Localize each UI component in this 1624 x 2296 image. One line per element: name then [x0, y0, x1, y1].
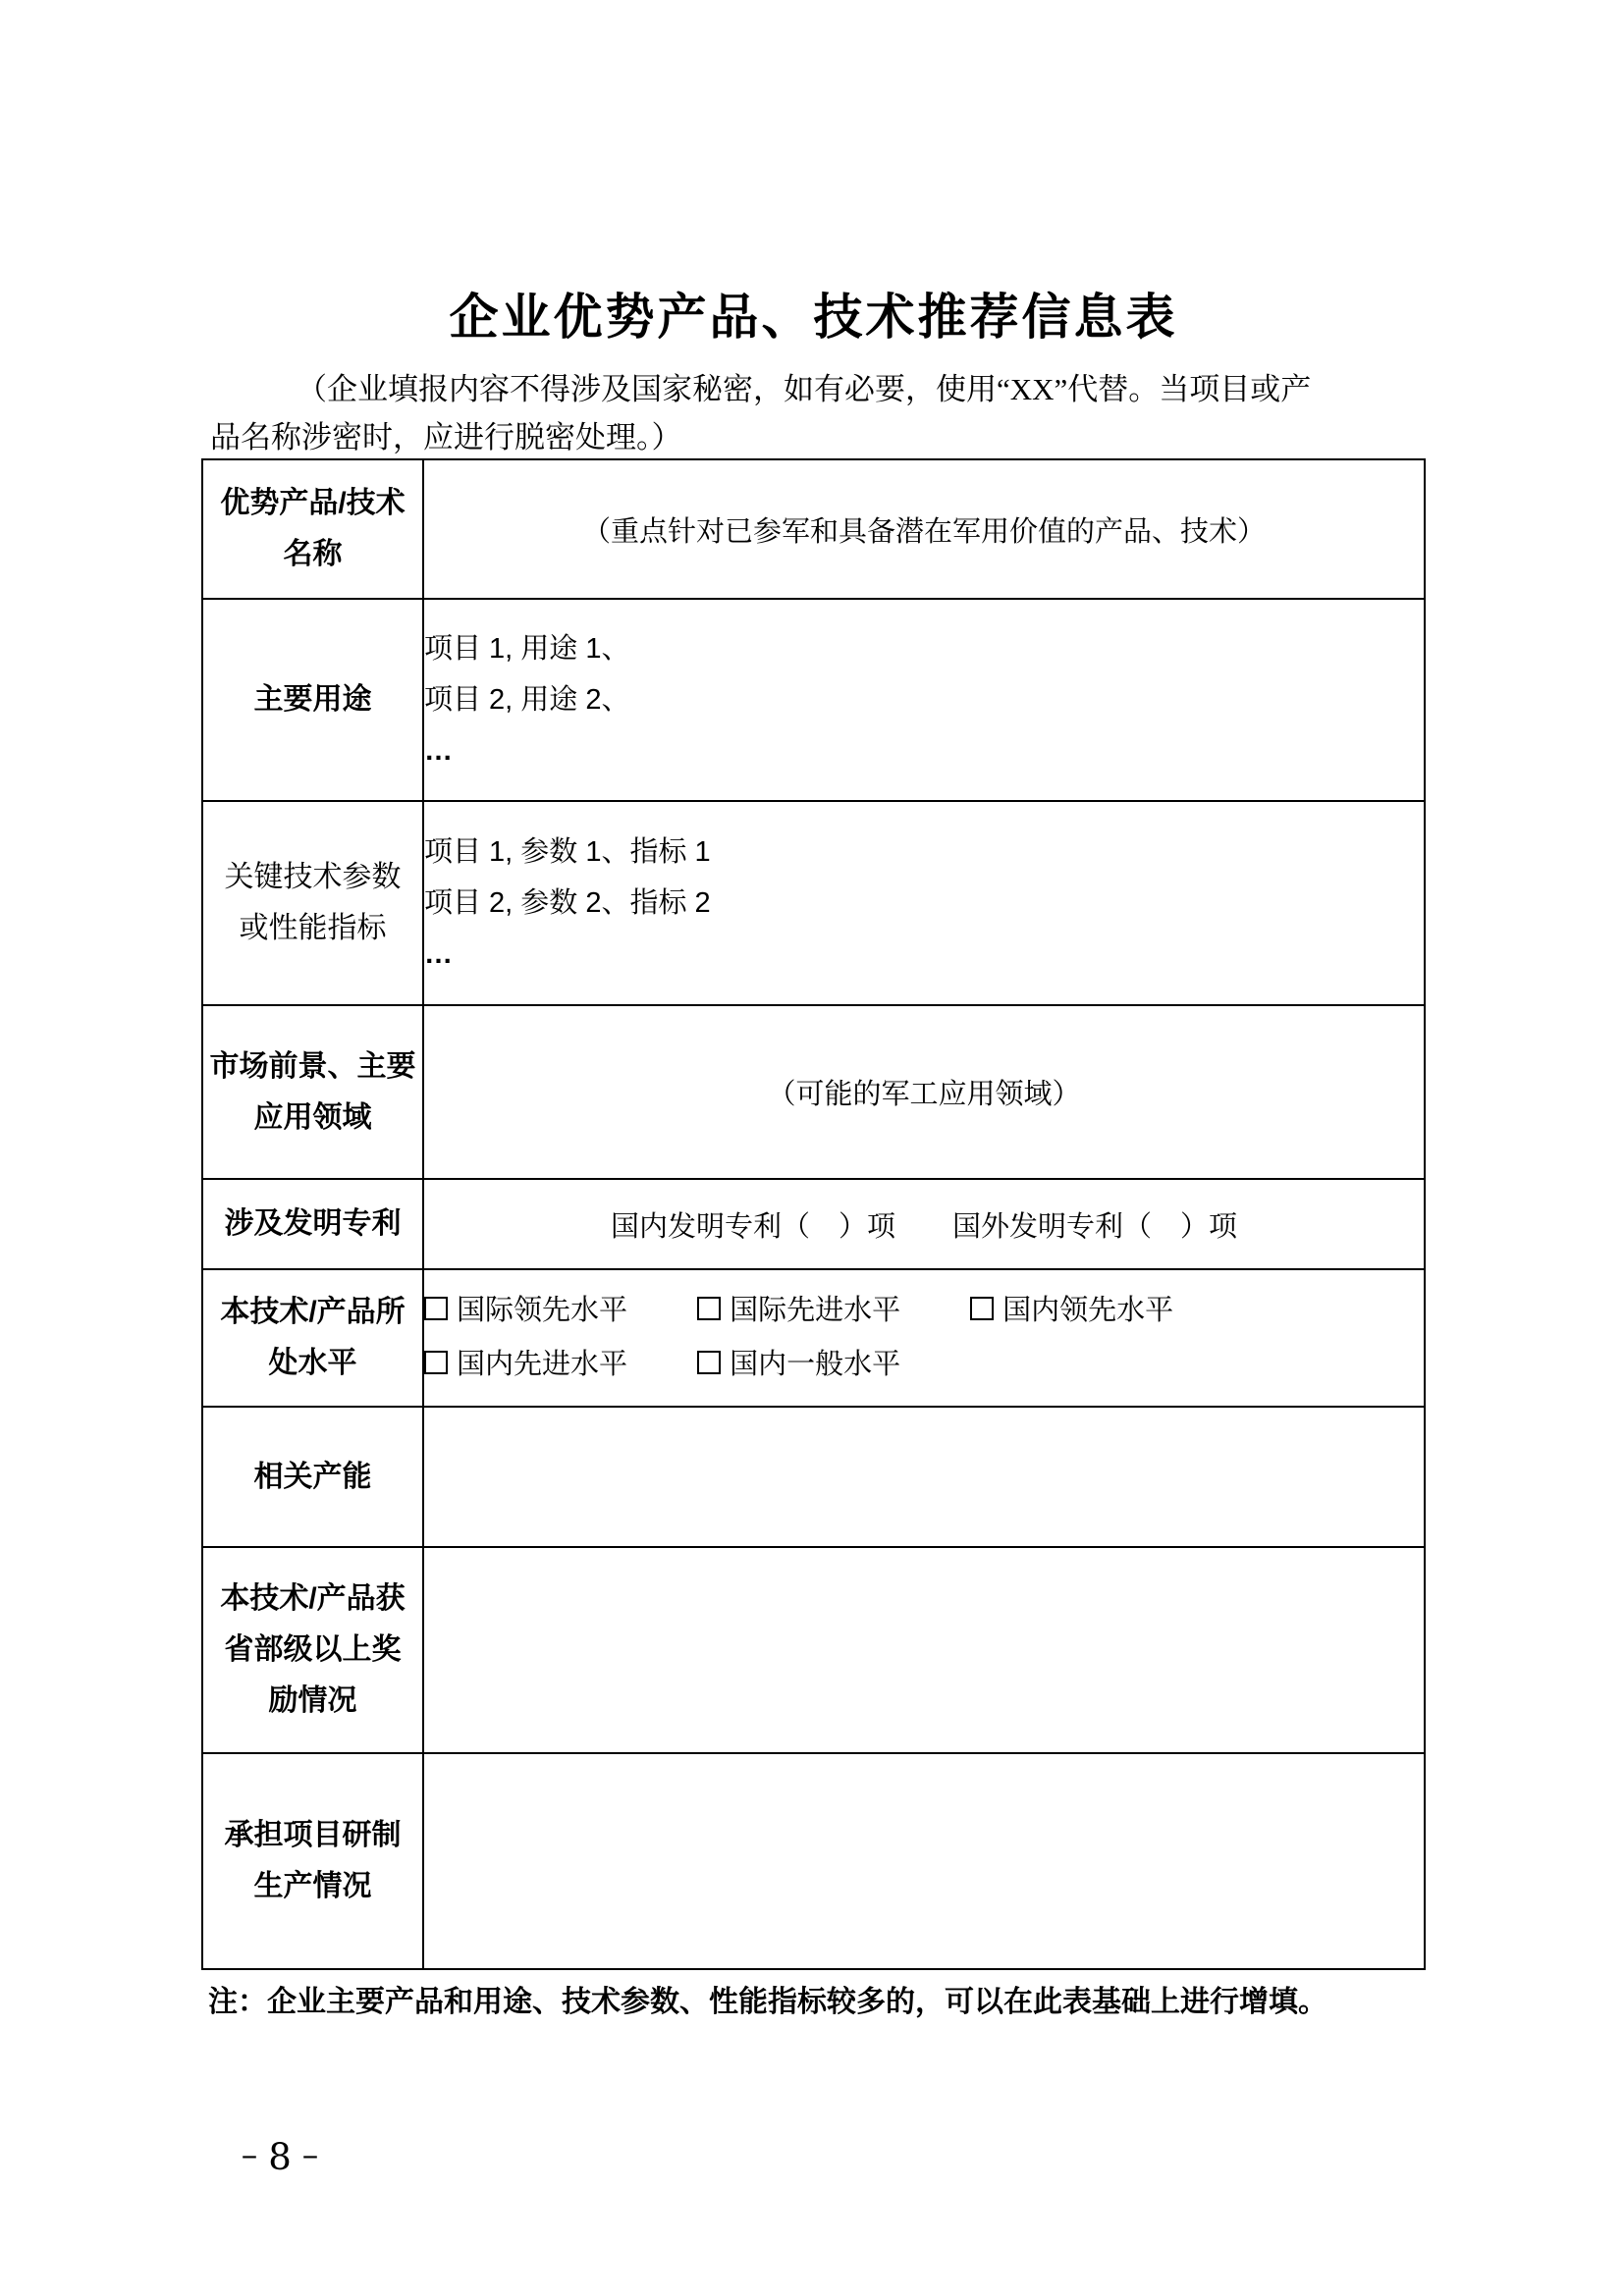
- cell-market-prospects: [423, 1005, 1425, 1179]
- cell-text-line: …: [424, 938, 455, 970]
- table-row: [202, 599, 1425, 801]
- label-line: 励情况: [268, 1684, 357, 1717]
- checkbox-option-domestic-advanced[interactable]: [424, 1338, 689, 1392]
- cell-product-tech-name: [423, 459, 1425, 599]
- cell-text-line: 项目 2, 参数 2、指标 2: [424, 887, 711, 919]
- cell-text-line: 项目 1, 参数 1、指标 1: [424, 836, 711, 868]
- label-line: 本技术/产品获: [220, 1582, 406, 1615]
- label-line: 生产情况: [253, 1870, 372, 1902]
- table-row: [202, 1407, 1425, 1547]
- checkbox-row: [424, 1284, 1424, 1338]
- checkbox-option-domestic-general[interactable]: [697, 1338, 900, 1392]
- checkbox-label: 国内先进水平: [457, 1349, 628, 1380]
- label-line: 名称: [283, 538, 343, 570]
- page-number: [196, 2136, 363, 2178]
- cell-hint-text: （重点针对已参军和具备潜在军用价值的产品、技术）: [581, 515, 1266, 548]
- checkbox-label: 国际先进水平: [730, 1295, 901, 1326]
- cell-tech-level: [423, 1269, 1425, 1407]
- label-line: 市场前景、主要: [209, 1049, 416, 1083]
- checkbox-option-intl-advanced[interactable]: [697, 1284, 962, 1338]
- cell-undertaken-projects: [423, 1753, 1425, 1969]
- page-number-value: 8: [268, 2136, 292, 2178]
- checkbox-option-intl-leading[interactable]: [424, 1284, 689, 1338]
- checkbox-row: [424, 1338, 1424, 1392]
- cell-main-uses: [423, 599, 1425, 801]
- checkbox-label: 国内领先水平: [1002, 1295, 1174, 1326]
- label-line: 应用领域: [253, 1100, 372, 1134]
- label-line: 优势产品/技术: [220, 487, 406, 519]
- checkbox-icon[interactable]: [424, 1351, 448, 1374]
- label-line: 主要用途: [253, 683, 372, 716]
- label-line: 关键技术参数: [224, 861, 402, 893]
- table-row: [202, 1547, 1425, 1753]
- table-row: [202, 1005, 1425, 1179]
- label-line: 省部级以上奖: [224, 1633, 402, 1666]
- label-line: 本技术/产品所: [220, 1296, 406, 1328]
- checkbox-label: 国内一般水平: [730, 1349, 901, 1380]
- table-row: [202, 1753, 1425, 1969]
- label-line: 处水平: [268, 1347, 357, 1379]
- label-line: 或性能指标: [239, 912, 387, 944]
- label-undertaken-projects: [202, 1753, 423, 1969]
- checkbox-label: 国际领先水平: [457, 1295, 628, 1326]
- cell-text-line: 项目 1, 用途 1、: [424, 633, 630, 665]
- table-row: [202, 459, 1425, 599]
- cell-production-capacity: [423, 1407, 1425, 1547]
- label-line: 涉及发明专利: [224, 1207, 402, 1240]
- footnote: 注：企业主要产品和用途、技术参数、性能指标较多的，可以在此表基础上进行增填。: [208, 1986, 1327, 2018]
- notice-line-2: 品名称涉密时，应进行脱密处理。）: [210, 420, 682, 454]
- checkbox-icon[interactable]: [970, 1297, 994, 1320]
- recommendation-form-table: [201, 458, 1426, 1970]
- table-row: [202, 1179, 1425, 1269]
- label-market-prospects: [202, 1005, 423, 1179]
- patent-count-text: 国内发明专利（ ）项 国外发明专利（ ）项: [610, 1210, 1237, 1243]
- cell-hint-text: （可能的军工应用领域）: [767, 1079, 1081, 1110]
- label-awards: [202, 1547, 423, 1753]
- label-key-parameters: [202, 801, 423, 1005]
- page-number-dash-left: –: [241, 2135, 258, 2173]
- label-line: 承担项目研制: [224, 1819, 402, 1851]
- cell-invention-patents: [423, 1179, 1425, 1269]
- checkbox-icon[interactable]: [697, 1351, 721, 1374]
- notice-line-1: （企业填报内容不得涉及国家秘密，如有必要，使用“XX”代替。当项目或产: [297, 372, 1312, 406]
- label-product-tech-name: [202, 459, 423, 599]
- cell-text-line: 项目 2, 用途 2、: [424, 684, 630, 716]
- cell-key-parameters: [423, 801, 1425, 1005]
- label-line: 相关产能: [253, 1460, 372, 1493]
- checkbox-icon[interactable]: [697, 1297, 721, 1320]
- label-main-uses: [202, 599, 423, 801]
- label-invention-patents: [202, 1179, 423, 1269]
- label-tech-level: [202, 1269, 423, 1407]
- confidentiality-notice: [210, 365, 1437, 461]
- cell-awards: [423, 1547, 1425, 1753]
- page-number-dash-right: –: [301, 2135, 319, 2173]
- label-production-capacity: [202, 1407, 423, 1547]
- table-row: [202, 1269, 1425, 1407]
- page-title: 企业优势产品、技术推荐信息表: [449, 290, 1178, 345]
- table-row: [202, 801, 1425, 1005]
- checkbox-icon[interactable]: [424, 1297, 448, 1320]
- cell-text-line: …: [424, 735, 455, 767]
- checkbox-option-domestic-leading[interactable]: [970, 1284, 1173, 1338]
